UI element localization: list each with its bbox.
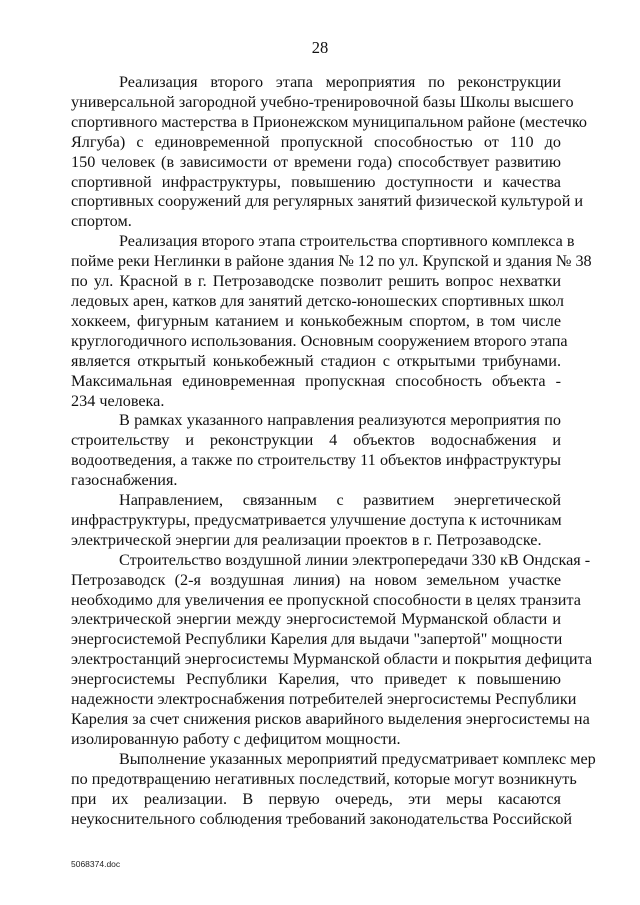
paragraph-energy-direction [71,491,561,551]
text-line: инфраструктуры, предусматривается улучшение доступа к источникам [71,510,562,529]
text-line: ледовых арен, катков для занятий детско-юношеских спортивных школ [71,291,564,310]
paragraph-power-line [71,550,593,750]
text-line: хоккеем, фигурным катанием и конькобежным спортом, в том числе [71,311,561,330]
text-line: Карелия за счет снижения рисков аварийного выделения энергосистемы на [71,710,590,728]
text-line: газоснабжения. [71,471,178,490]
paragraph-negative-consequences [71,749,596,830]
text-line: Строительство воздушной линии электропередачи 330 кВ Ондская - [119,550,591,569]
text-line: водоотведения, а также по строительству 11 объектов инфраструктуры [71,451,561,470]
text-line: универсальной загородной учебно-тренировочной базы Школы высшего [71,92,574,111]
text-line: электростанций энергосистемы Мурманской области и покрытия дефицита [71,650,593,669]
text-line: энергосистемы Республики Карелия, что приведет к повышению [71,670,561,689]
text-line: по предотвращению негативных последствий, которые могут возникнуть [71,769,577,788]
text-line: спортивной инфраструктуры, повышению доступности и качества [71,172,561,191]
text-line: электрической энергии для реализации проектов в г. Петрозаводске. [71,530,542,549]
text-line: является открытый конькобежный стадион с открытыми трибунами. [71,351,561,370]
text-line: спортивного мастерства в Прионежском муниципальном районе (местечко [71,112,588,131]
text-line: В рамках указанного направления реализуются мероприятия по [119,411,561,430]
text-line: пойме реки Неглинки в районе здания № 12 по ул. Крупской и здания № 38 [71,252,592,271]
text-line: Выполнение указанных мероприятий предусматривает комплекс мер [119,749,596,768]
text-line: Ялгуба) с единовременной пропускной способностью от 110 до [71,132,561,151]
paragraph-sports-base [71,73,588,232]
text-line: надежности электроснабжения потребителей энергосистемы Республики [71,690,577,709]
text-line: спортивных сооружений для регулярных занятий физической культурой и [71,192,584,211]
page-number: 28 [311,38,329,57]
text-line: по ул. Красной в г. Петрозаводске позволит решить вопрос нехватки [71,272,561,291]
text-line: Реализация второго этапа мероприятия по реконструкции [119,73,561,91]
text-line: Петрозаводск (2-я воздушная линия) на новом земельном участке [71,570,561,589]
document-body [71,73,596,829]
text-line: 150 человек (в зависимости от времени года) способствует развитию [71,152,561,171]
paragraph-water-gas [71,411,561,491]
text-line: электрической энергии между энергосистемой Мурманской области и [71,610,561,629]
text-line: спортом. [71,212,132,231]
text-line: энергосистемой Республики Карелия для выдачи "запертой" мощности [71,630,563,649]
text-line: Максимальная единовременная пропускная способность объекта - [71,371,561,390]
text-line: круглогодичного использования. Основным сооружением второго этапа [71,331,568,350]
text-line: изолированную работу с дефицитом мощности. [71,729,401,748]
text-line: необходимо для увеличения ее пропускной способности в целях транзита [71,590,581,609]
text-line: при их реализации. В первую очередь, эти меры касаются [71,789,561,808]
text-line: неукоснительного соблюдения требований законодательства Российской [71,809,573,828]
text-line: 234 человека. [71,391,165,410]
text-line: строительству и реконструкции 4 объектов водоснабжения и [71,431,561,450]
document-file-code: 5068374.doc [71,859,121,869]
paragraph-sports-complex [71,232,592,411]
text-line: Реализация второго этапа строительства спортивного комплекса в [119,232,575,251]
text-line: Направлением, связанным с развитием энергетической [119,491,561,510]
